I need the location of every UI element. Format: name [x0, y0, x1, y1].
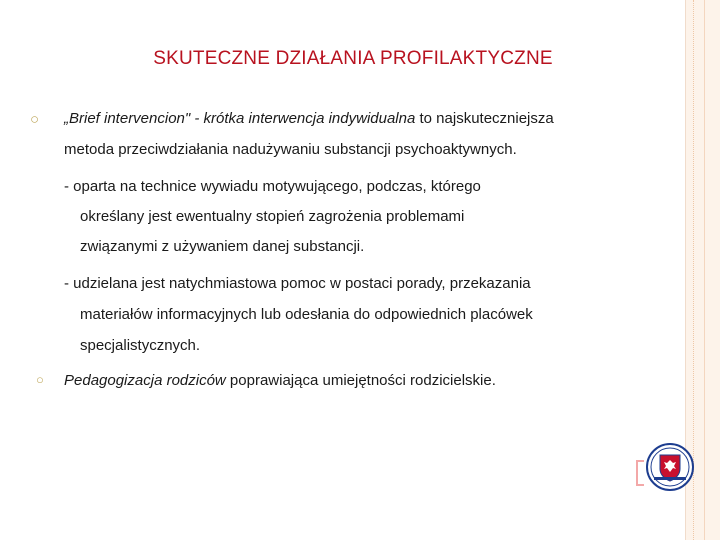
bullet-2-line-1: [64, 372, 496, 390]
bullet-2-italic-text: Pedagogizacja rodziców: [64, 372, 226, 389]
bullet-1-line-2: metoda przeciwdziałania nadużywaniu substancji psychoaktywnych.: [64, 141, 517, 158]
bullet-2-text: poprawiająca umiejętności rodzicielskie.: [225, 372, 496, 389]
slide-title: SKUTECZNE DZIAŁANIA PROFILAKTYCZNE: [153, 48, 553, 69]
police-emblem-icon: [646, 443, 694, 491]
sub-item-2-line-3: specjalistycznych.: [80, 337, 201, 354]
sub-item-2-line-2: materiałów informacyjnych lub odesłania do odpowiednich placówek: [80, 306, 533, 323]
sub-item-2-line-1: - udzielana jest natychmiastowa pomoc w postaci porady, przekazania: [64, 275, 531, 292]
bullet-1-italic-text: „Brief intervencion" - krótka interwencja indywidualna: [64, 110, 416, 127]
bullet-marker-icon: ○: [36, 372, 44, 387]
sub-item-1-line-1: - oparta na technice wywiadu motywującego, podczas, którego: [64, 178, 481, 195]
sub-item-1-line-2: określany jest ewentualny stopień zagrożenia problemami: [80, 208, 465, 225]
bullet-1-line-1: [64, 110, 554, 128]
sub-item-1-line-3: związanymi z używaniem danej substancji.: [80, 238, 365, 255]
emblem-bracket: [636, 460, 644, 486]
bullet-1-text: to najskuteczniejsza: [415, 110, 554, 127]
bullet-marker-icon: ○: [30, 111, 40, 128]
